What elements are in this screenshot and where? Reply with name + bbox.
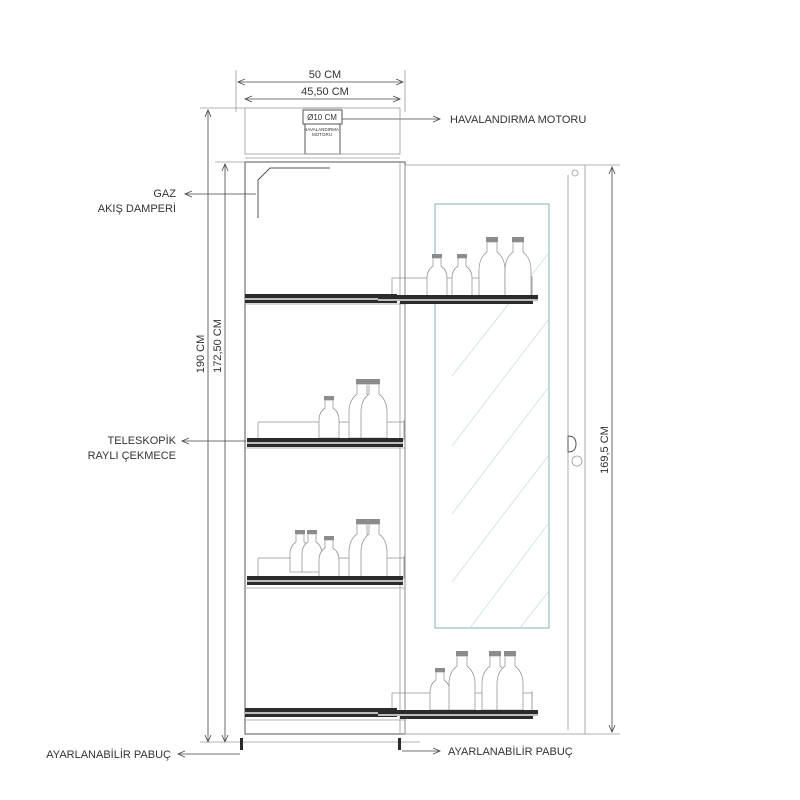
foot-right-icon xyxy=(398,738,401,750)
gas-damper-callout xyxy=(98,188,256,215)
outer-width-label: 50 CM xyxy=(308,69,342,81)
drawer-4-extended xyxy=(245,651,538,719)
dimension-body-height xyxy=(212,164,225,742)
foot-right-callout xyxy=(402,745,573,758)
fan-motor-box-label: HAVALANDIRMA MOTORU xyxy=(304,127,339,137)
drawer-callout xyxy=(88,434,246,462)
glass-hatch xyxy=(452,254,548,628)
drawer-label-1: TELESKOPİK xyxy=(107,435,176,447)
inner-width-label: 45,50 CM xyxy=(301,86,349,98)
drawer-label-2: RAYLI ÇEKMECE xyxy=(87,450,176,462)
gas-damper xyxy=(258,168,330,218)
total-height-label: 190 CM xyxy=(195,334,207,374)
foot-right-label: AYARLANABİLİR PABUÇ xyxy=(448,746,573,758)
foot-left-label: AYARLANABİLİR PABUÇ xyxy=(46,749,171,761)
gas-damper-label-1: GAZ xyxy=(153,188,176,200)
door-height-label: 169,5 CM xyxy=(599,426,611,474)
gas-damper-label-2: AKIŞ DAMPERİ xyxy=(97,203,176,215)
door-handle-icon xyxy=(568,436,582,466)
fan-motor-label: HAVALANDIRMA MOTORU xyxy=(450,114,587,126)
adjustable-feet xyxy=(200,738,420,750)
foot-left-icon xyxy=(240,738,243,750)
foot-left-callout xyxy=(46,748,240,761)
drawer-3 xyxy=(247,519,404,585)
drawer-2 xyxy=(247,379,404,447)
dimension-total-height xyxy=(195,108,245,742)
fan-motor xyxy=(303,108,586,154)
drawer-1-extended xyxy=(245,237,538,304)
body-height-label: 172,50 CM xyxy=(212,319,224,373)
dimension-width-inner xyxy=(245,86,400,99)
dimension-door-height xyxy=(585,165,620,734)
duct-diameter-label: Ø10 CM xyxy=(307,113,337,122)
